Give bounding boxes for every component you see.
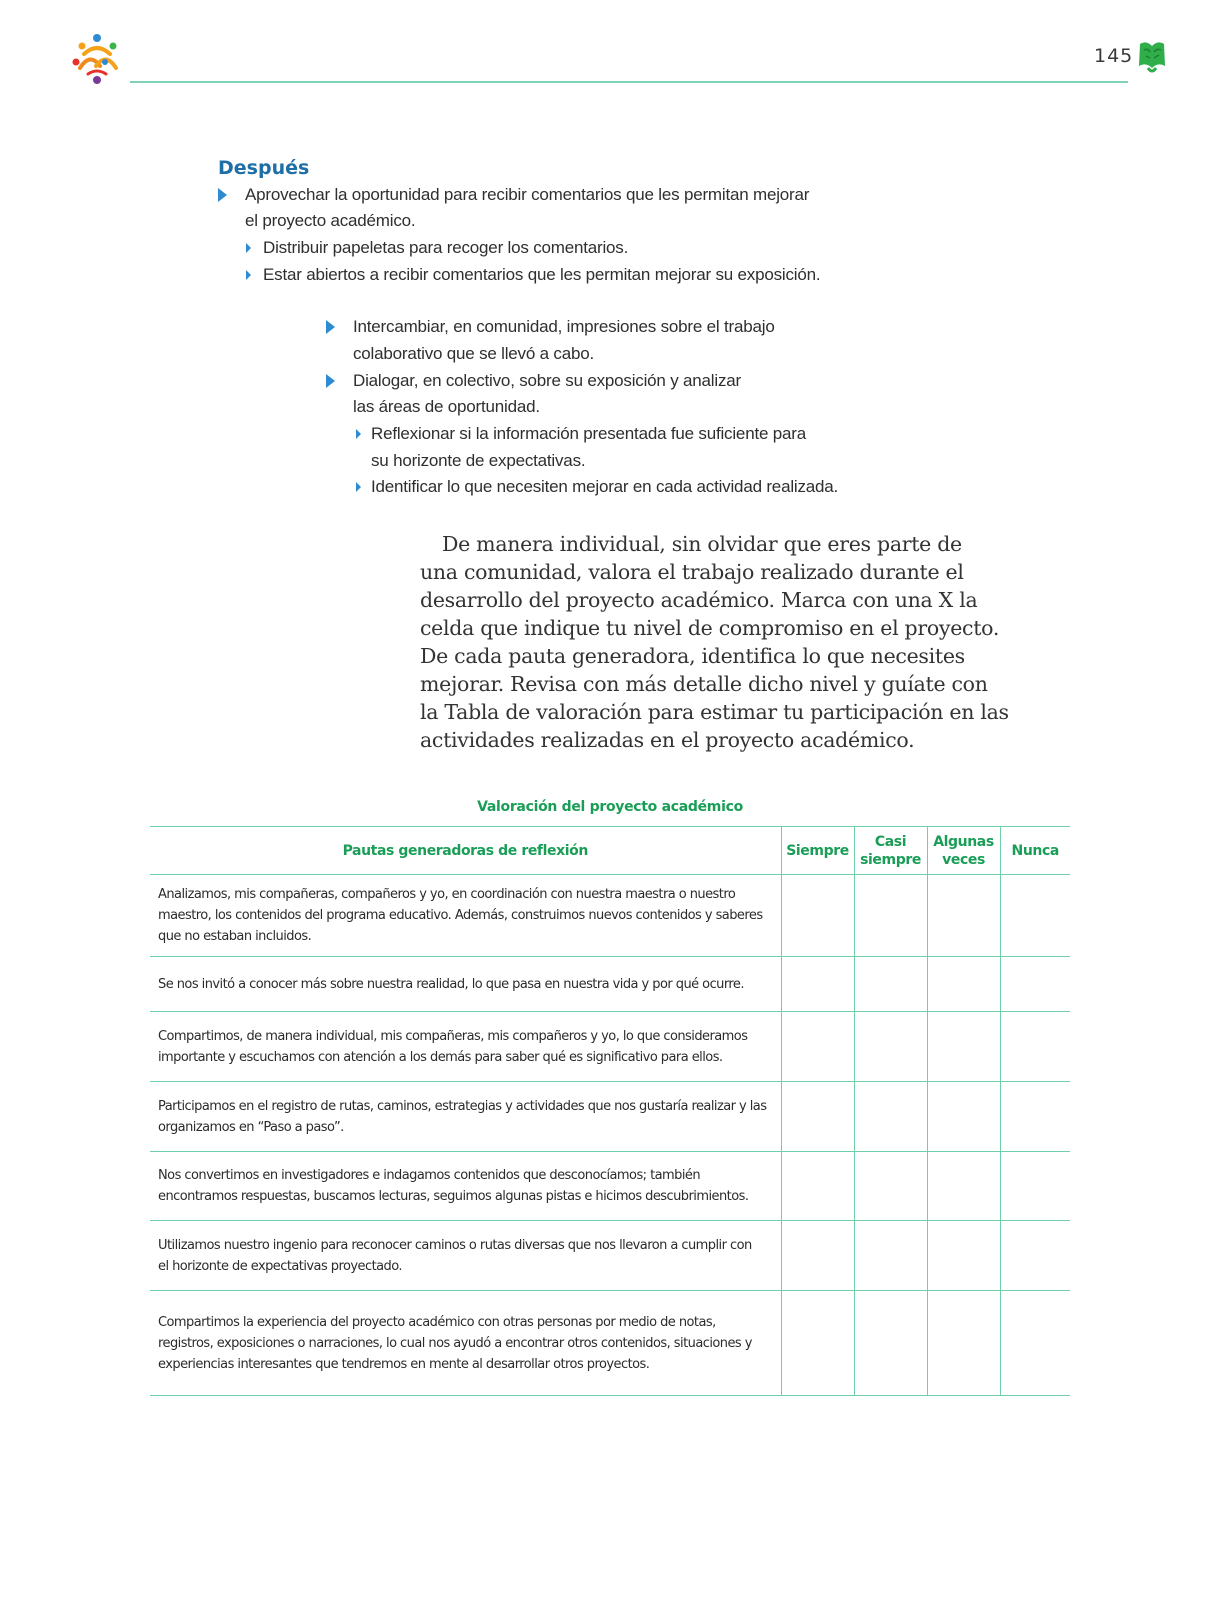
checkbox-cell-siempre[interactable] <box>781 1291 854 1396</box>
pauta-line: importante y escuchamos con atención a los demás para saber qué es significativo para ellos. <box>158 1049 723 1065</box>
pauta-cell <box>150 875 781 957</box>
checkbox-cell-algunas-veces[interactable] <box>927 957 1000 1012</box>
column-header-line: Casi <box>874 833 907 850</box>
table-row <box>150 1082 1070 1152</box>
instruction-paragraph-line: actividades realizadas en el proyecto académico. <box>420 728 915 752</box>
checkbox-cell-nunca[interactable] <box>1000 1012 1070 1082</box>
instruction-paragraph-line: la Tabla de valoración para estimar tu participación en las <box>420 700 1009 724</box>
sub-bullet-arrow-icon <box>356 429 361 439</box>
list-item-text: colaborativo que se llevó a cabo. <box>353 344 595 363</box>
checkbox-cell-casi-siempre[interactable] <box>854 1291 927 1396</box>
checkbox-cell-algunas-veces[interactable] <box>927 1221 1000 1291</box>
list-item-text: el proyecto académico. <box>245 211 416 230</box>
column-header-siempre: Siempre <box>781 827 854 875</box>
checkbox-cell-nunca[interactable] <box>1000 1291 1070 1396</box>
checkbox-cell-algunas-veces[interactable] <box>927 875 1000 957</box>
table-row <box>150 1012 1070 1082</box>
list-item-text: Aprovechar la oportunidad para recibir comentarios que les permitan mejorar <box>245 185 810 204</box>
pauta-cell <box>150 1152 781 1221</box>
checkbox-cell-casi-siempre[interactable] <box>854 875 927 957</box>
pauta-line: Utilizamos nuestro ingenio para reconocer caminos o rutas diversas que nos llevaron a cumplir con <box>158 1237 752 1253</box>
checkbox-cell-siempre[interactable] <box>781 1221 854 1291</box>
table-header-row <box>150 827 1070 875</box>
pauta-line: Participamos en el registro de rutas, caminos, estrategias y actividades que nos gustaría realizar y las <box>158 1098 767 1114</box>
column-header-nunca: Nunca <box>1000 827 1070 875</box>
sub-list-item-text: su horizonte de expectativas. <box>371 451 586 470</box>
pauta-line: Analizamos, mis compañeras, compañeros y yo, en coordinación con nuestra maestra o nuestro <box>158 887 736 902</box>
pauta-cell <box>150 1082 781 1152</box>
column-header-line: veces <box>942 851 985 868</box>
pauta-line: encontramos respuestas, buscamos lecturas, seguimos algunas pistas e hicimos descubrimientos. <box>158 1189 749 1204</box>
list-item-text: Intercambiar, en comunidad, impresiones sobre el trabajo <box>353 317 775 336</box>
checkbox-cell-algunas-veces[interactable] <box>927 1082 1000 1152</box>
instruction-paragraph-line: De cada pauta generadora, identifica lo que necesites <box>420 644 965 668</box>
pauta-line: Se nos invitó a conocer más sobre nuestra realidad, lo que pasa en nuestra vida y por qué ocurre. <box>158 976 744 992</box>
valoracion-table <box>150 826 1070 1396</box>
table-row <box>150 1221 1070 1291</box>
checkbox-cell-casi-siempre[interactable] <box>854 1082 927 1152</box>
checkbox-cell-casi-siempre[interactable] <box>854 957 927 1012</box>
sub-list-item-text: Reflexionar si la información presentada fue suficiente para <box>371 424 806 443</box>
sub-list-item-text: Distribuir papeletas para recoger los comentarios. <box>263 238 629 257</box>
bullet-arrow-icon <box>326 374 335 388</box>
green-book-icon <box>1136 40 1168 76</box>
pauta-line: organizamos en “Paso a paso”. <box>158 1119 344 1135</box>
checkbox-cell-nunca[interactable] <box>1000 1152 1070 1221</box>
pauta-cell <box>150 957 781 1012</box>
checkbox-cell-algunas-veces[interactable] <box>927 1152 1000 1221</box>
list-item-text: Dialogar, en colectivo, sobre su exposición y analizar <box>353 371 741 390</box>
checkbox-cell-casi-siempre[interactable] <box>854 1221 927 1291</box>
instruction-paragraph-line: celda que indique tu nivel de compromiso en el proyecto. <box>420 616 1000 640</box>
checkbox-cell-siempre[interactable] <box>781 1012 854 1082</box>
pauta-line: maestro, los contenidos del programa educativo. Además, construimos nuevos contenidos y saberes <box>158 908 763 923</box>
checkbox-cell-siempre[interactable] <box>781 957 854 1012</box>
pauta-cell <box>150 1291 781 1396</box>
list-item-text: las áreas de oportunidad. <box>353 397 540 416</box>
bullet-arrow-icon <box>218 188 227 202</box>
pauta-line: registros, exposiciones o narraciones, lo cual nos ayudó a encontrar otros contenidos, situaciones y <box>158 1335 752 1351</box>
checkbox-cell-nunca[interactable] <box>1000 1221 1070 1291</box>
instruction-paragraph-line: mejorar. Revisa con más detalle dicho nivel y guíate con <box>420 672 988 696</box>
checkbox-cell-nunca[interactable] <box>1000 1082 1070 1152</box>
sub-bullet-arrow-icon <box>356 482 361 492</box>
community-people-logo-icon <box>70 32 126 86</box>
checkbox-cell-siempre[interactable] <box>781 1152 854 1221</box>
bullet-arrow-icon <box>326 320 335 334</box>
table-title: Valoración del proyecto académico <box>477 799 743 815</box>
checkbox-cell-casi-siempre[interactable] <box>854 1152 927 1221</box>
pauta-line: experiencias interesantes que tendremos en mente al desarrollar otros proyectos. <box>158 1356 650 1372</box>
table-row <box>150 1291 1070 1396</box>
column-header-algunas-veces <box>927 827 1000 875</box>
column-header-line: Algunas <box>933 833 994 850</box>
pauta-line: que no estaban incluidos. <box>158 929 312 944</box>
instruction-paragraph-line: De manera individual, sin olvidar que eres parte de <box>442 532 962 556</box>
checkbox-cell-siempre[interactable] <box>781 1082 854 1152</box>
header-divider <box>130 81 1128 83</box>
column-header-pautas: Pautas generadoras de reflexión <box>150 827 781 875</box>
sub-list-item-text: Estar abiertos a recibir comentarios que les permitan mejorar su exposición. <box>263 265 821 284</box>
checkbox-cell-casi-siempre[interactable] <box>854 1012 927 1082</box>
instruction-paragraph-line: una comunidad, valora el trabajo realizado durante el <box>420 560 964 584</box>
pauta-line: el horizonte de expectativas proyectado. <box>158 1258 402 1274</box>
instruction-paragraph-line: desarrollo del proyecto académico. Marca con una X la <box>420 588 978 612</box>
table-row <box>150 1152 1070 1221</box>
column-header-line: siempre <box>860 851 921 868</box>
table-row <box>150 957 1070 1012</box>
pauta-line: Nos convertimos en investigadores e indagamos contenidos que desconocíamos; también <box>158 1168 701 1183</box>
pauta-line: Compartimos la experiencia del proyecto académico con otras personas por medio de notas, <box>158 1314 716 1330</box>
table-row <box>150 875 1070 957</box>
checkbox-cell-algunas-veces[interactable] <box>927 1012 1000 1082</box>
checkbox-cell-algunas-veces[interactable] <box>927 1291 1000 1396</box>
sub-bullet-arrow-icon <box>246 243 251 253</box>
sub-list-item-text: Identificar lo que necesiten mejorar en cada actividad realizada. <box>371 477 839 496</box>
column-header-casi-siempre <box>854 827 927 875</box>
checkbox-cell-nunca[interactable] <box>1000 875 1070 957</box>
pauta-line: Compartimos, de manera individual, mis compañeras, mis compañeros y yo, lo que consideramos <box>158 1028 748 1044</box>
checkbox-cell-siempre[interactable] <box>781 875 854 957</box>
pauta-cell <box>150 1012 781 1082</box>
sub-bullet-arrow-icon <box>246 270 251 280</box>
pauta-cell <box>150 1221 781 1291</box>
section-heading-despues: Después <box>218 157 310 179</box>
page-number: 145 <box>1094 45 1134 67</box>
checkbox-cell-nunca[interactable] <box>1000 957 1070 1012</box>
